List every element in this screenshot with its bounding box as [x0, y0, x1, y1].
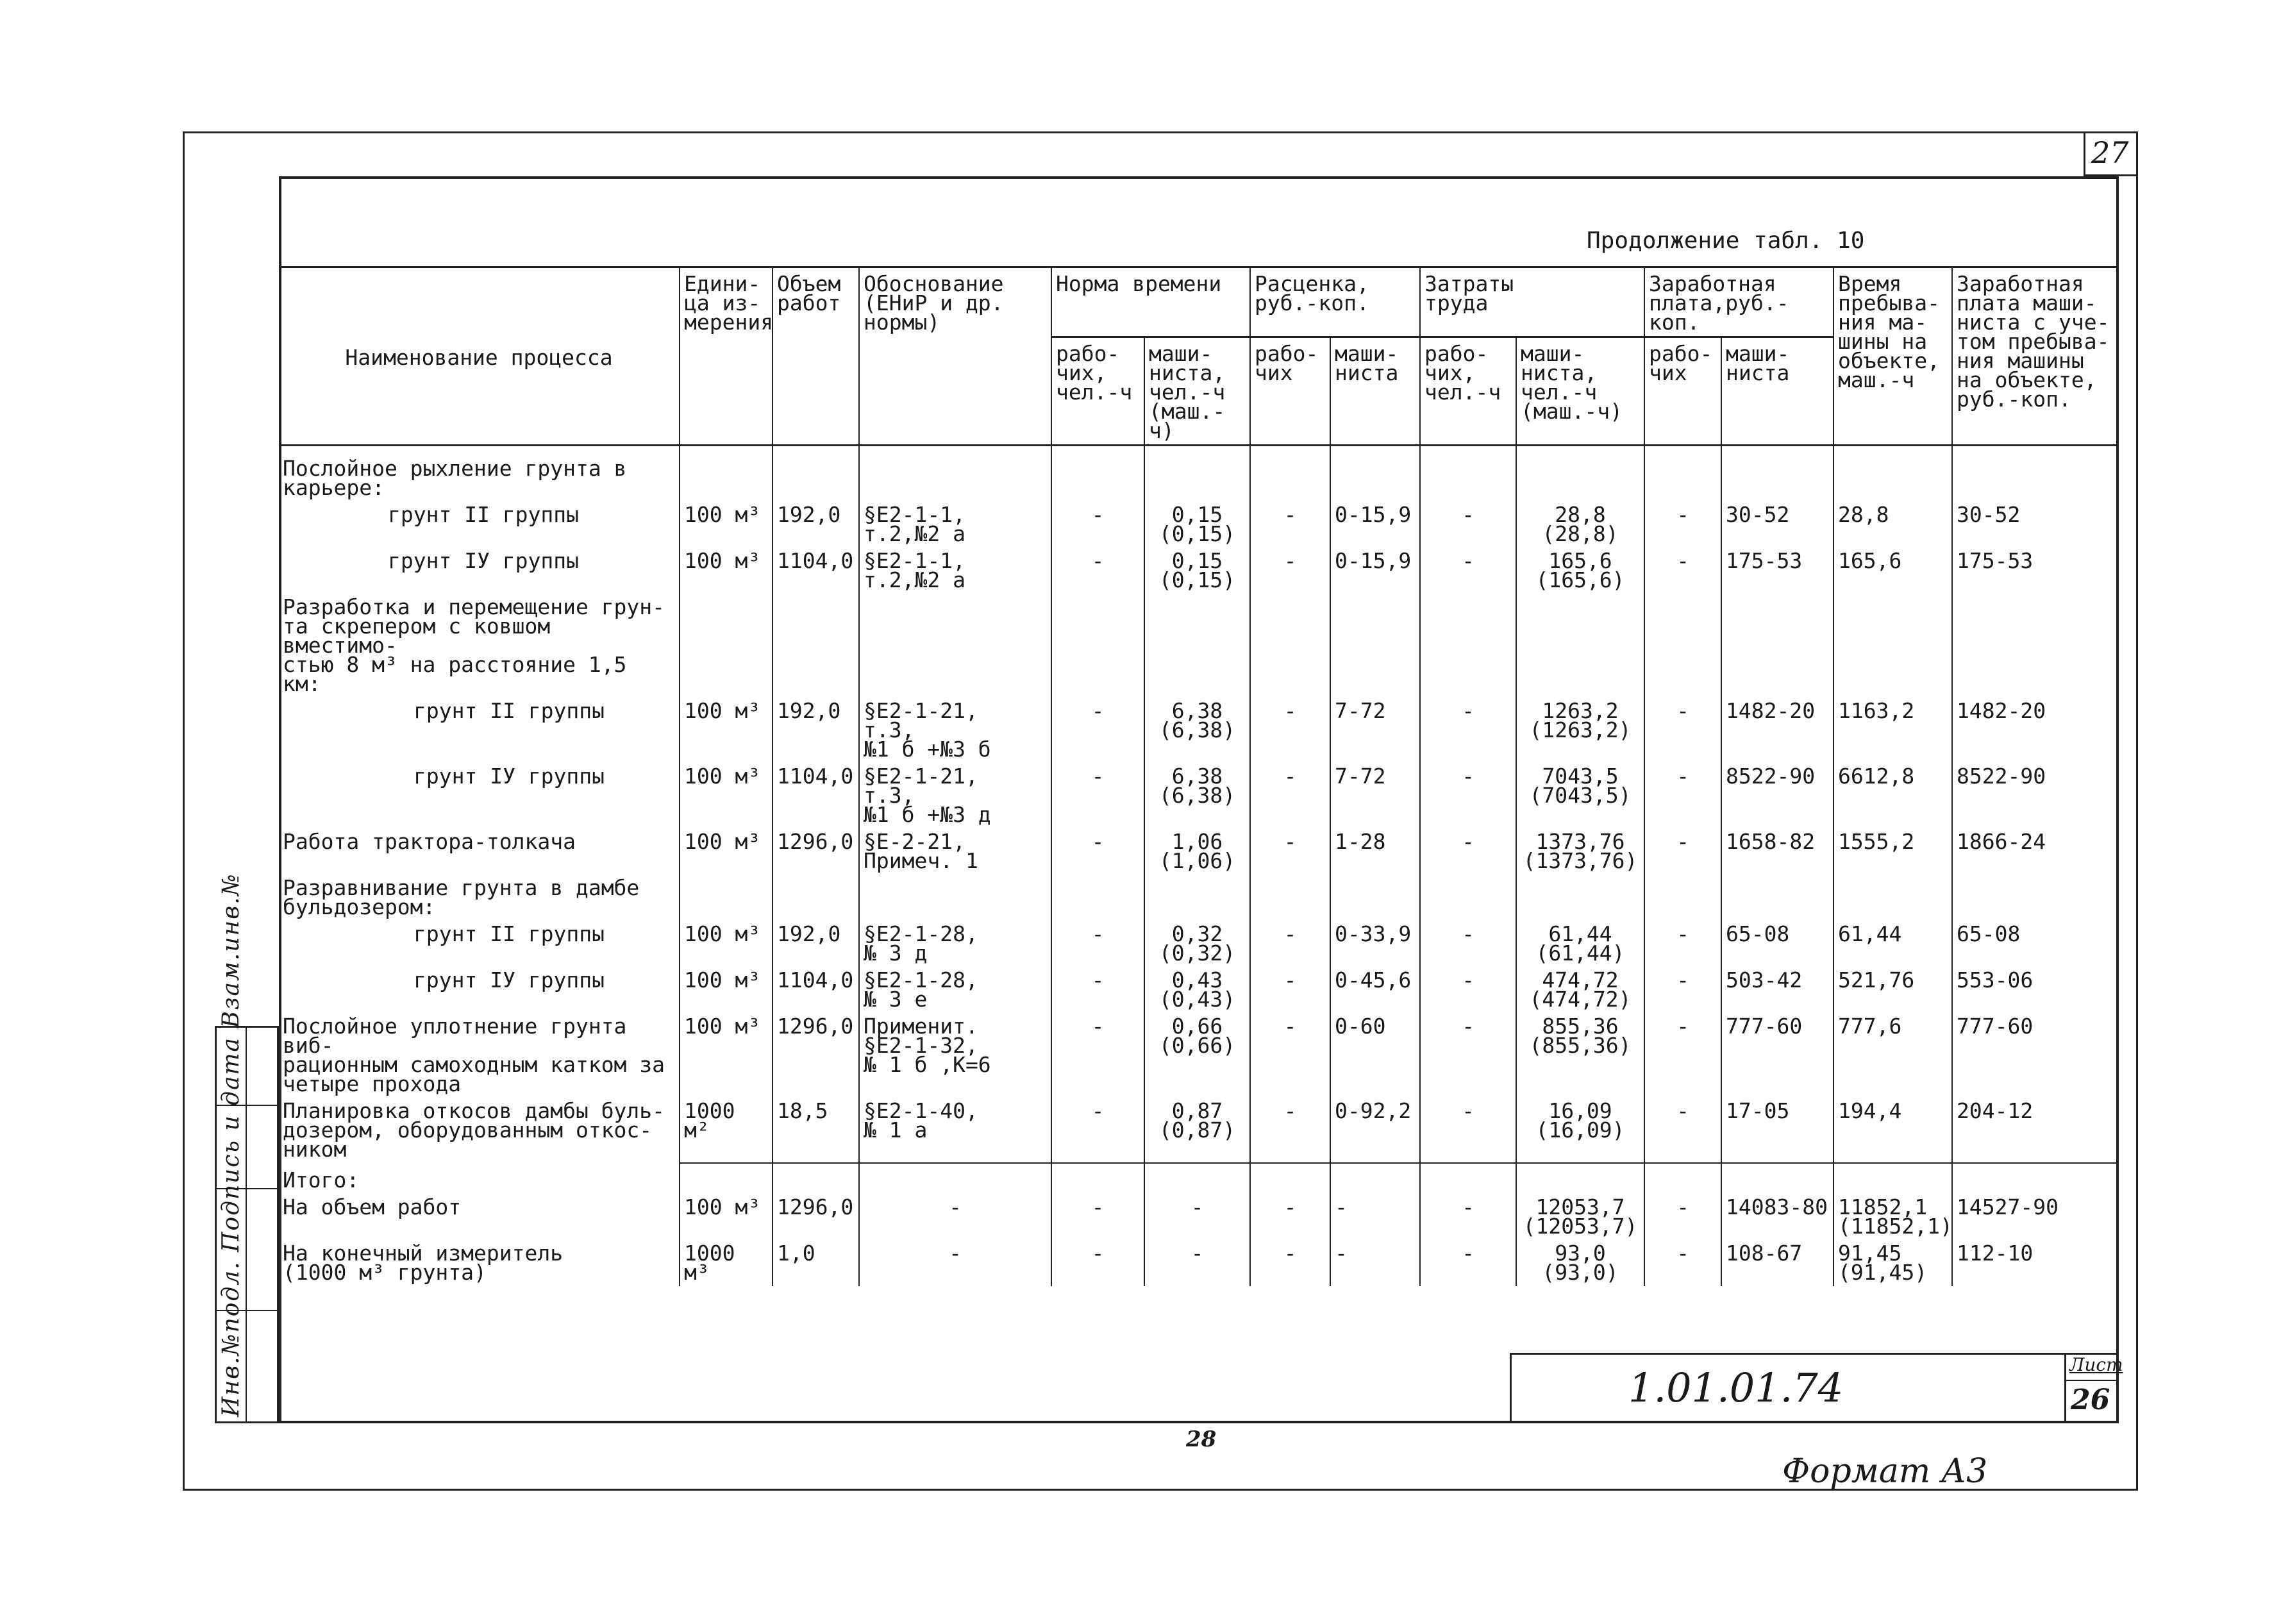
header-wage: Заработная плата,руб.-коп. [1644, 267, 1833, 337]
header-workers-labor: рабо- чих, чел.-ч [1420, 337, 1516, 446]
cell-ld [1516, 594, 1644, 698]
cell-ld: 7043,5 (7043,5) [1516, 763, 1644, 828]
header-stay-time: Время пребыва- ния ма- шины на объекте, маш.-ч [1833, 267, 1952, 446]
page-number-bottom: 28 [1186, 1427, 1217, 1452]
cell-tw: - [1051, 1240, 1144, 1286]
cell-ld: 855,36 (855,36) [1516, 1013, 1644, 1098]
cell-td: - [1144, 1240, 1250, 1286]
cell-ww [1644, 594, 1721, 698]
table-row [279, 548, 2119, 594]
title-block-sheet-label: Лист [2069, 1354, 2123, 1375]
header-labor: Затраты труда [1420, 267, 1644, 337]
cell-basis: §E2-1-1, т.2,№2 а [859, 548, 1051, 594]
cell-name: На объем работ [279, 1194, 680, 1240]
cell-lw [1420, 446, 1516, 502]
cell-tw [1051, 594, 1144, 698]
cell-wd: 1482-20 [1721, 698, 1833, 763]
cell-lw [1420, 594, 1516, 698]
cell-wt: 204-12 [1952, 1098, 2119, 1163]
cell-rw [1250, 875, 1330, 921]
cell-rw: - [1250, 1013, 1330, 1098]
table-row [279, 501, 2119, 548]
cell-rw [1250, 446, 1330, 502]
cell-tw [1051, 446, 1144, 502]
cell-unit: 100 м³ [680, 828, 773, 875]
cell-wt: 30-52 [1952, 501, 2119, 548]
cell-basis: §E2-1-21, т.3, №1 б +№3 д [859, 763, 1051, 828]
cell-td: 6,38 (6,38) [1144, 763, 1250, 828]
cell-td: 1,06 (1,06) [1144, 828, 1250, 875]
cell-unit [680, 594, 773, 698]
cell-lw: - [1420, 1098, 1516, 1163]
cell-tw: - [1051, 548, 1144, 594]
cell-rw: - [1250, 828, 1330, 875]
cell-td: 0,66 (0,66) [1144, 1013, 1250, 1098]
cell-td: 0,15 (0,15) [1144, 501, 1250, 548]
cell-ww: - [1644, 1098, 1721, 1163]
cell-st [1833, 446, 1952, 502]
header-driver-labor: маши- ниста, чел.-ч (маш.-ч) [1516, 337, 1644, 446]
cell-wd [1721, 1163, 1833, 1194]
header-basis: Обоснование (ЕНиР и др. нормы) [859, 267, 1051, 446]
cell-wt: 112-10 [1952, 1240, 2119, 1286]
cell-rd [1330, 1163, 1420, 1194]
cell-name: Разравнивание грунта в дамбе бульдозером: [279, 875, 680, 921]
cell-wd [1721, 446, 1833, 502]
header-unit: Едини- ца из- мерения [680, 267, 773, 446]
table-row [279, 763, 2119, 828]
cell-rw [1250, 594, 1330, 698]
cell-unit: 100 м³ [680, 1013, 773, 1098]
cell-td: 0,32 (0,32) [1144, 921, 1250, 967]
cell-tw: - [1051, 921, 1144, 967]
cell-td [1144, 446, 1250, 502]
cell-st: 777,6 [1833, 1013, 1952, 1098]
cell-tw: - [1051, 967, 1144, 1013]
cell-td: - [1144, 1194, 1250, 1240]
cell-ww: - [1644, 548, 1721, 594]
header-process-name: Наименование процесса [279, 267, 680, 446]
cell-ld: 12053,7 (12053,7) [1516, 1194, 1644, 1240]
cell-basis [859, 875, 1051, 921]
cell-volume: 1296,0 [773, 828, 859, 875]
cell-td [1144, 875, 1250, 921]
totals-row [279, 1194, 2119, 1240]
cell-st: 1555,2 [1833, 828, 1952, 875]
cell-unit: 100 м³ [680, 698, 773, 763]
cell-lw: - [1420, 967, 1516, 1013]
cell-rd [1330, 875, 1420, 921]
cell-wd: 65-08 [1721, 921, 1833, 967]
cell-wt: 553-06 [1952, 967, 2119, 1013]
cell-ww: - [1644, 763, 1721, 828]
cell-ld: 474,72 (474,72) [1516, 967, 1644, 1013]
cell-volume [773, 446, 859, 502]
header-driver-wage: маши- ниста [1721, 337, 1833, 446]
table-body [279, 446, 2119, 1287]
cell-rd: 0-33,9 [1330, 921, 1420, 967]
cell-basis: §E2-1-40, № 1 а [859, 1098, 1051, 1163]
cell-rw: - [1250, 1098, 1330, 1163]
cell-tw: - [1051, 763, 1144, 828]
header-driver-rate: маши- ниста [1330, 337, 1420, 446]
table-row [279, 875, 2119, 921]
cell-unit: 100 м³ [680, 1194, 773, 1240]
cell-volume [773, 594, 859, 698]
cell-rw: - [1250, 698, 1330, 763]
cell-rd: 0-60 [1330, 1013, 1420, 1098]
cell-tw: - [1051, 1194, 1144, 1240]
cell-name: Послойное уплотнение грунта виб- рационным самоходным катком за четыре прохода [279, 1013, 680, 1098]
cell-ld [1516, 446, 1644, 502]
cell-td: 0,43 (0,43) [1144, 967, 1250, 1013]
cell-wd [1721, 594, 1833, 698]
cell-rd: 0-15,9 [1330, 501, 1420, 548]
side-stamp-text: Инв.№подл. Подпись и дата Взам.инв.№ [218, 873, 244, 1417]
cell-basis: §E2-1-21, т.3, №1 б +№3 б [859, 698, 1051, 763]
cell-basis: §E-2-21, Примеч. 1 [859, 828, 1051, 875]
cell-wd: 14083-80 [1721, 1194, 1833, 1240]
cell-tw [1051, 875, 1144, 921]
cell-basis: - [859, 1240, 1051, 1286]
cell-volume: 192,0 [773, 501, 859, 548]
cell-volume: 1104,0 [773, 967, 859, 1013]
cell-rw: - [1250, 967, 1330, 1013]
cell-wd: 1658-82 [1721, 828, 1833, 875]
cell-rd [1330, 446, 1420, 502]
cell-ld: 16,09 (16,09) [1516, 1098, 1644, 1163]
cell-name: грунт II группы [279, 501, 680, 548]
cell-td: 6,38 (6,38) [1144, 698, 1250, 763]
cell-lw: - [1420, 501, 1516, 548]
cell-wd: 175-53 [1721, 548, 1833, 594]
cell-volume: 1296,0 [773, 1013, 859, 1098]
cell-ld: 93,0 (93,0) [1516, 1240, 1644, 1286]
cell-rw: - [1250, 548, 1330, 594]
header-rate: Расценка, руб.-коп. [1250, 267, 1420, 337]
cell-name: грунт IУ группы [279, 967, 680, 1013]
cell-st [1833, 1163, 1952, 1194]
cell-st: 91,45 (91,45) [1833, 1240, 1952, 1286]
cell-lw: - [1420, 1240, 1516, 1286]
cell-basis: §E2-1-1, т.2,№2 а [859, 501, 1051, 548]
cell-rd: - [1330, 1240, 1420, 1286]
cell-wt [1952, 1163, 2119, 1194]
totals-row [279, 1163, 2119, 1194]
table-row [279, 1013, 2119, 1098]
cell-ww: - [1644, 1194, 1721, 1240]
cell-lw [1420, 875, 1516, 921]
cell-unit [680, 875, 773, 921]
cell-basis [859, 446, 1051, 502]
cell-name: Работа трактора-толкача [279, 828, 680, 875]
cell-basis: - [859, 1194, 1051, 1240]
cell-basis [859, 594, 1051, 698]
cell-rw: - [1250, 921, 1330, 967]
cell-wd: 8522-90 [1721, 763, 1833, 828]
cell-ww: - [1644, 967, 1721, 1013]
cell-ww: - [1644, 698, 1721, 763]
header-wage-total: Заработная плата маши- ниста с уче- том пребыва- ния машины на объекте, руб.-коп. [1952, 267, 2119, 446]
cell-st: 521,76 [1833, 967, 1952, 1013]
cell-td [1144, 594, 1250, 698]
cell-rd: 7-72 [1330, 698, 1420, 763]
cell-rd [1330, 594, 1420, 698]
cell-lw: - [1420, 921, 1516, 967]
cell-name: Итого: [279, 1163, 680, 1194]
cell-name: Разработка и перемещение грун- та скрепером с ковшом вместимо- стью 8 м³ на расстояние 1,5 км: [279, 594, 680, 698]
cell-basis: §E2-1-28, № 3 д [859, 921, 1051, 967]
cell-rd: 0-92,2 [1330, 1098, 1420, 1163]
cell-basis [859, 1163, 1051, 1194]
cell-name: грунт IУ группы [279, 763, 680, 828]
cell-volume: 192,0 [773, 921, 859, 967]
header-time-norm: Норма времени [1051, 267, 1250, 337]
cell-basis: Применит. §E2-1-32, № 1 б ,К=6 [859, 1013, 1051, 1098]
document-code: 1.01.01.74 [1628, 1364, 1844, 1411]
cell-td [1144, 1163, 1250, 1194]
cell-tw [1051, 1163, 1144, 1194]
cell-tw: - [1051, 1098, 1144, 1163]
cell-ww [1644, 1163, 1721, 1194]
cell-ww: - [1644, 921, 1721, 967]
cell-st: 165,6 [1833, 548, 1952, 594]
cell-wt: 175-53 [1952, 548, 2119, 594]
cell-st [1833, 875, 1952, 921]
cell-unit: 100 м³ [680, 548, 773, 594]
cell-lw: - [1420, 763, 1516, 828]
cell-unit: 1000 м² [680, 1098, 773, 1163]
cell-wd: 17-05 [1721, 1098, 1833, 1163]
cell-ld: 1263,2 (1263,2) [1516, 698, 1644, 763]
cell-name: грунт II группы [279, 698, 680, 763]
cell-wt [1952, 446, 2119, 502]
cell-unit [680, 1163, 773, 1194]
cell-wt: 65-08 [1952, 921, 2119, 967]
cell-wt [1952, 875, 2119, 921]
cell-st: 11852,1 (11852,1) [1833, 1194, 1952, 1240]
cell-rw: - [1250, 501, 1330, 548]
table-row [279, 828, 2119, 875]
cell-name: грунт IУ группы [279, 548, 680, 594]
header-volume: Объем работ [773, 267, 859, 446]
table-row [279, 446, 2119, 502]
cell-st: 28,8 [1833, 501, 1952, 548]
cell-wt: 1482-20 [1952, 698, 2119, 763]
cell-unit: 100 м³ [680, 921, 773, 967]
cell-unit: 1000 м³ [680, 1240, 773, 1286]
cell-rd: - [1330, 1194, 1420, 1240]
cell-wd: 503-42 [1721, 967, 1833, 1013]
sheet-number-top: 27 [2091, 135, 2129, 170]
cell-rd: 0-15,9 [1330, 548, 1420, 594]
table-row [279, 967, 2119, 1013]
cell-volume [773, 1163, 859, 1194]
cell-volume: 1,0 [773, 1240, 859, 1286]
cell-unit: 100 м³ [680, 501, 773, 548]
header-workers-time: рабо- чих, чел.-ч [1051, 337, 1144, 446]
cell-wd: 30-52 [1721, 501, 1833, 548]
cell-volume: 1296,0 [773, 1194, 859, 1240]
header-workers-rate: рабо- чих [1250, 337, 1330, 446]
cell-name: грунт II группы [279, 921, 680, 967]
work-table [279, 266, 2119, 1286]
cell-ww: - [1644, 828, 1721, 875]
cell-volume: 1104,0 [773, 763, 859, 828]
format-label: Формат А3 [1782, 1452, 1988, 1491]
cell-td: 0,15 (0,15) [1144, 548, 1250, 594]
totals-row [279, 1240, 2119, 1286]
cell-ww [1644, 446, 1721, 502]
cell-ld: 61,44 (61,44) [1516, 921, 1644, 967]
cell-rw: - [1250, 763, 1330, 828]
cell-st: 6612,8 [1833, 763, 1952, 828]
cell-lw: - [1420, 1194, 1516, 1240]
table-row [279, 594, 2119, 698]
cell-ww: - [1644, 1013, 1721, 1098]
cell-rw: - [1250, 1240, 1330, 1286]
cell-tw: - [1051, 501, 1144, 548]
cell-rd: 0-45,6 [1330, 967, 1420, 1013]
cell-unit: 100 м³ [680, 967, 773, 1013]
cell-rw [1250, 1163, 1330, 1194]
cell-wt: 14527-90 [1952, 1194, 2119, 1240]
cell-wt [1952, 594, 2119, 698]
cell-name: Планировка откосов дамбы буль- дозером, оборудованным откос- ником [279, 1098, 680, 1163]
cell-wd: 777-60 [1721, 1013, 1833, 1098]
cell-ld [1516, 1163, 1644, 1194]
cell-lw: - [1420, 548, 1516, 594]
cell-volume: 18,5 [773, 1098, 859, 1163]
cell-lw: - [1420, 828, 1516, 875]
cell-tw: - [1051, 1013, 1144, 1098]
cell-volume [773, 875, 859, 921]
cell-lw: - [1420, 698, 1516, 763]
table-row [279, 698, 2119, 763]
cell-st: 1163,2 [1833, 698, 1952, 763]
cell-tw: - [1051, 828, 1144, 875]
cell-rd: 7-72 [1330, 763, 1420, 828]
table-row [279, 1098, 2119, 1163]
cell-ld [1516, 875, 1644, 921]
table-continuation-label: Продолжение табл. 10 [1587, 228, 1865, 254]
cell-wt: 777-60 [1952, 1013, 2119, 1098]
cell-st: 194,4 [1833, 1098, 1952, 1163]
cell-volume: 1104,0 [773, 548, 859, 594]
cell-ld: 165,6 (165,6) [1516, 548, 1644, 594]
cell-rw: - [1250, 1194, 1330, 1240]
cell-ld: 28,8 (28,8) [1516, 501, 1644, 548]
title-block-sheet-number: 26 [2071, 1384, 2110, 1416]
cell-wt: 8522-90 [1952, 763, 2119, 828]
cell-wd [1721, 875, 1833, 921]
cell-unit [680, 446, 773, 502]
cell-st [1833, 594, 1952, 698]
cell-ld: 1373,76 (1373,76) [1516, 828, 1644, 875]
cell-lw: - [1420, 1013, 1516, 1098]
table-row [279, 921, 2119, 967]
cell-volume: 192,0 [773, 698, 859, 763]
cell-ww: - [1644, 1240, 1721, 1286]
header-workers-wage: рабо- чих [1644, 337, 1721, 446]
cell-wt: 1866-24 [1952, 828, 2119, 875]
cell-wd: 108-67 [1721, 1240, 1833, 1286]
cell-tw: - [1051, 698, 1144, 763]
header-driver-time: маши- ниста, чел.-ч (маш.-ч) [1144, 337, 1250, 446]
cell-ww: - [1644, 501, 1721, 548]
cell-td: 0,87 (0,87) [1144, 1098, 1250, 1163]
cell-basis: §E2-1-28, № 3 е [859, 967, 1051, 1013]
cell-st: 61,44 [1833, 921, 1952, 967]
cell-name: Послойное рыхление грунта в карьере: [279, 446, 680, 502]
cell-unit: 100 м³ [680, 763, 773, 828]
cell-rd: 1-28 [1330, 828, 1420, 875]
cell-lw [1420, 1163, 1516, 1194]
cell-name: На конечный измеритель (1000 м³ грунта) [279, 1240, 680, 1286]
cell-ww [1644, 875, 1721, 921]
